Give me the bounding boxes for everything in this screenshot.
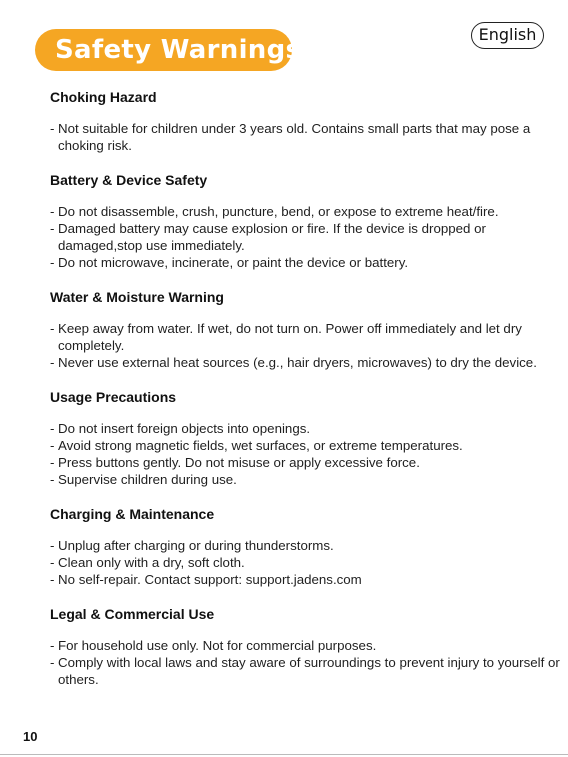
section-heading: Charging & Maintenance [50,506,215,522]
list-item: - No self-repair. Contact support: support.jadens.com [50,572,362,587]
section-heading: Usage Precautions [50,389,177,405]
list-item: - Do not insert foreign objects into openings. [50,421,311,436]
section-heading: Battery & Device Safety [50,172,208,188]
list-item: - For household use only. Not for commercial purposes. [50,638,377,653]
list-item: - Not suitable for children under 3 years old. Contains small parts that may pose a choking risk. [50,121,531,153]
list-item: - Unplug after charging or during thunderstorms. [50,538,334,553]
list-item: - Avoid strong magnetic fields, wet surfaces, or extreme temperatures. [50,438,463,453]
warnings-content [50,88,560,705]
section-usage-precautions [50,388,560,488]
page-title: Safety Warnings [35,29,292,71]
list-item: - Press buttons gently. Do not misuse or apply excessive force. [50,455,420,470]
section-charging-maintenance [50,505,560,588]
section-battery-device-safety [50,171,560,271]
list-item: - Damaged battery may cause explosion or fire. If the device is dropped or damaged,stop use immediately. [50,221,486,253]
list-item: - Clean only with a dry, soft cloth. [50,555,245,570]
language-badge: English [471,22,544,49]
list-item: - Do not microwave, incinerate, or paint the device or battery. [50,255,409,270]
bottom-divider [0,754,568,755]
section-heading: Legal & Commercial Use [50,606,215,622]
list-item: - Supervise children during use. [50,472,237,487]
list-item: - Do not disassemble, crush, puncture, bend, or expose to extreme heat/fire. [50,204,499,219]
list-item: - Keep away from water. If wet, do not turn on. Power off immediately and let dry completely. [50,321,522,353]
list-item: - Comply with local laws and stay aware of surroundings to prevent injury to yourself or others. [50,655,560,687]
section-heading: Choking Hazard [50,89,157,105]
section-heading: Water & Moisture Warning [50,289,224,305]
list-item: - Never use external heat sources (e.g., hair dryers, microwaves) to dry the device. [50,355,537,370]
section-legal-commercial-use [50,605,560,688]
page-number: 10 [23,729,38,744]
section-choking-hazard [50,88,560,154]
section-water-moisture-warning [50,288,560,371]
